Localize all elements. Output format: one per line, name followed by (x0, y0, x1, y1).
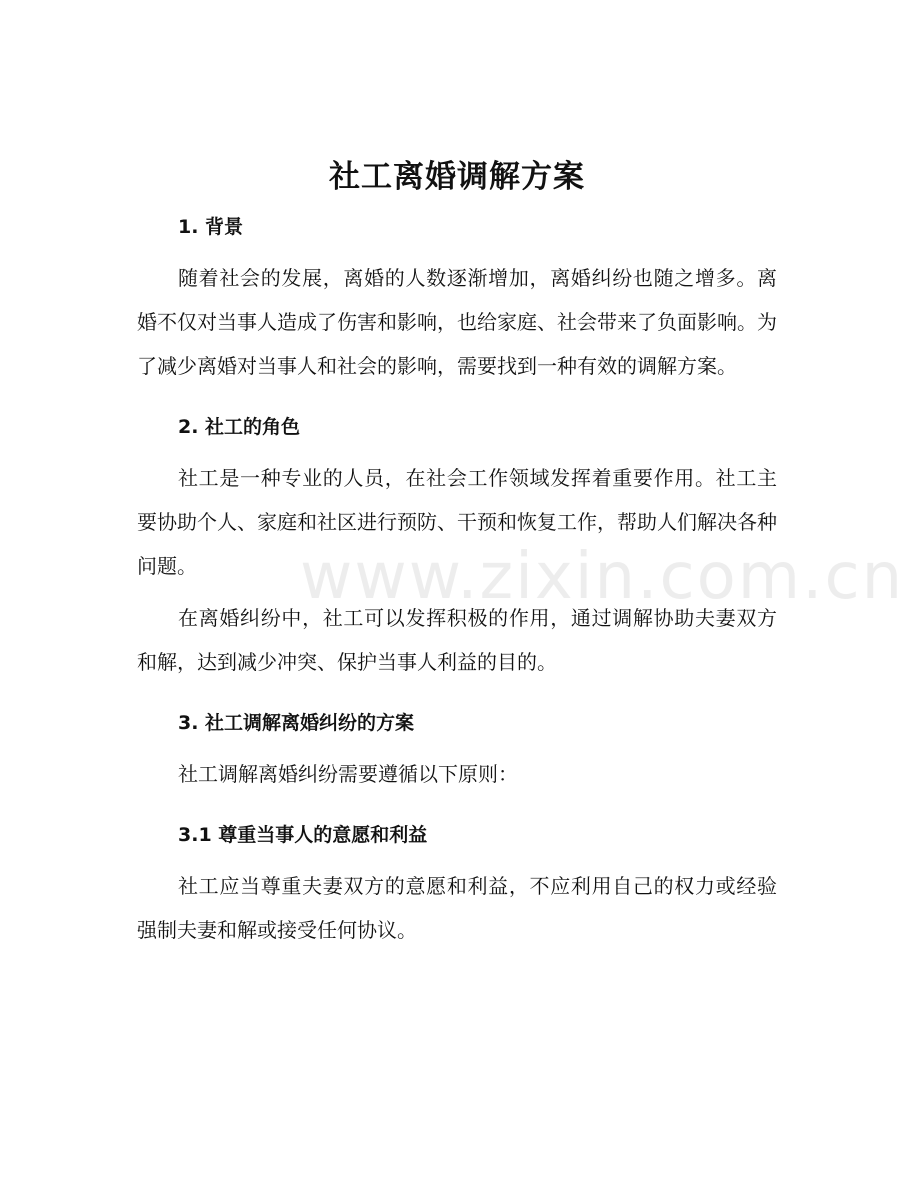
section-heading-mediation-plan: 3. 社工调解离婚纠纷的方案 (178, 712, 415, 734)
paragraph-mediation-plan: 社工调解离婚纠纷需要遵循以下原则： (178, 762, 518, 786)
paragraph-background: 随着社会的发展，离婚的人数逐渐增加，离婚纠纷也随之增多。离婚不仅对当事人造成了伤害和影响，也给家庭、社会带来了负面影响。为了减少离婚对当事人和社会的影响，需要找到一种有效的调解方案。 (137, 266, 777, 378)
section-heading-background: 1. 背景 (178, 216, 244, 238)
paragraph-social-worker-role-2: 在离婚纠纷中，社工可以发挥积极的作用，通过调解协助夫妻双方和解，达到减少冲突、保护当事人利益的目的。 (137, 606, 777, 674)
subsection-heading-respect-wishes: 3.1 尊重当事人的意愿和利益 (178, 824, 428, 846)
watermark: www.zixin.com.cn (300, 540, 905, 614)
section-heading-social-worker-role: 2. 社工的角色 (178, 416, 301, 438)
document-body (137, 150, 777, 952)
document-title: 社工离婚调解方案 (329, 159, 585, 195)
paragraph-social-worker-role-1: 社工是一种专业的人员，在社会工作领域发挥着重要作用。社工主要协助个人、家庭和社区进行预防、干预和恢复工作，帮助人们解决各种问题。 (137, 466, 777, 578)
paragraph-respect-wishes: 社工应当尊重夫妻双方的意愿和利益，不应利用自己的权力或经验强制夫妻和解或接受任何协议。 (137, 874, 777, 942)
